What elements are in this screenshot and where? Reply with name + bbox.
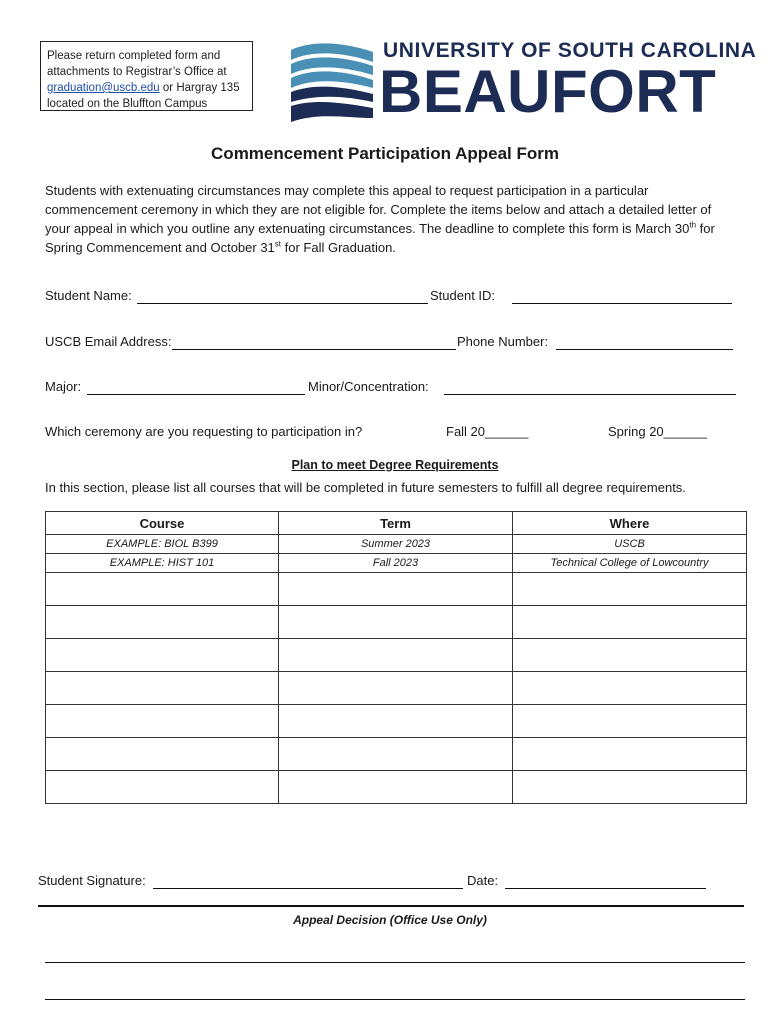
date-label: Date: (467, 873, 499, 888)
example-row (46, 554, 747, 573)
term-cell[interactable] (279, 606, 513, 639)
table-row (46, 771, 747, 804)
notice-line-2: attachments to Registrar’s Office at (47, 66, 227, 78)
where-cell[interactable] (513, 573, 747, 606)
wave-emblem-icon (291, 43, 373, 122)
where-cell[interactable] (513, 705, 747, 738)
decision-line-1[interactable] (45, 962, 745, 963)
course-cell[interactable] (46, 672, 279, 705)
university-name: UNIVERSITY OF SOUTH CAROLINA (383, 39, 757, 62)
course-cell[interactable] (46, 738, 279, 771)
term-column-header: Term (279, 512, 513, 535)
notice-line-1: Please return completed form and (47, 50, 221, 62)
table-row (46, 705, 747, 738)
course-column-header: Course (46, 512, 279, 535)
example-where-cell: Technical College of Lowcountry (513, 554, 747, 573)
return-instructions-box (40, 41, 253, 111)
where-cell[interactable] (513, 672, 747, 705)
table-row (46, 738, 747, 771)
major-label: Major: (45, 379, 82, 394)
fall-option[interactable]: Fall 20______ (446, 424, 529, 439)
course-cell[interactable] (46, 573, 279, 606)
course-cell[interactable] (46, 705, 279, 738)
example-term-cell: Fall 2023 (279, 554, 513, 573)
student-id-label: Student ID: (430, 288, 496, 303)
intro-sup-2: st (274, 239, 282, 249)
table-header-row (46, 512, 747, 535)
term-cell[interactable] (279, 771, 513, 804)
ceremony-question: Which ceremony are you requesting to participation in? (45, 424, 363, 439)
phone-label: Phone Number: (457, 334, 549, 349)
course-cell[interactable] (46, 771, 279, 804)
intro-paragraph (45, 181, 735, 257)
example-course-cell: EXAMPLE: HIST 101 (46, 554, 279, 573)
where-cell[interactable] (513, 639, 747, 672)
term-cell[interactable] (279, 738, 513, 771)
example-row (46, 535, 747, 554)
phone-field[interactable] (556, 349, 733, 350)
example-course-cell: EXAMPLE: BIOL B399 (46, 535, 279, 554)
intro-text-3: for Fall Graduation. (281, 240, 396, 255)
notice-location: or Hargray 135 (159, 82, 240, 94)
plan-section-title: Plan to meet Degree Requirements (291, 458, 499, 472)
course-cell[interactable] (46, 639, 279, 672)
example-where-cell: USCB (513, 535, 747, 554)
minor-label: Minor/Concentration: (308, 379, 429, 394)
student-name-field[interactable] (137, 303, 428, 304)
major-field[interactable] (87, 394, 305, 395)
minor-field[interactable] (444, 394, 736, 395)
graduation-email-link[interactable]: graduation@uscb.edu (47, 82, 160, 94)
table-row (46, 606, 747, 639)
table-row (46, 639, 747, 672)
term-cell[interactable] (279, 639, 513, 672)
student-id-field[interactable] (512, 303, 732, 304)
appeal-decision-heading: Appeal Decision (Office Use Only) (293, 913, 487, 927)
campus-name: BEAUFORT (379, 58, 717, 125)
date-field[interactable] (505, 888, 706, 889)
office-use-divider (38, 905, 744, 907)
where-column-header: Where (513, 512, 747, 535)
email-field[interactable] (172, 349, 456, 350)
intro-sup-1: th (689, 220, 697, 230)
spring-option[interactable]: Spring 20______ (608, 424, 708, 439)
email-label: USCB Email Address: (45, 334, 172, 349)
signature-label: Student Signature: (38, 873, 146, 888)
table-row (46, 573, 747, 606)
plan-section-description: In this section, please list all courses that will be completed in future semesters to fulfill all degree requirements. (45, 480, 686, 495)
term-cell[interactable] (279, 573, 513, 606)
term-cell[interactable] (279, 672, 513, 705)
form-title: Commencement Participation Appeal Form (211, 144, 559, 163)
course-cell[interactable] (46, 606, 279, 639)
student-name-label: Student Name: (45, 288, 132, 303)
notice-line-4: located on the Bluffton Campus (47, 98, 208, 110)
table-row (46, 672, 747, 705)
where-cell[interactable] (513, 771, 747, 804)
intro-text-1: Students with extenuating circumstances may complete this appeal to request participation in a particular commencement ceremony in which they are not eligible for. Complete the items below and attach a detailed letter of your appeal in which you outline any extenuating circumstances. The deadline to complete this form is March 30 (45, 183, 712, 236)
where-cell[interactable] (513, 606, 747, 639)
term-cell[interactable] (279, 705, 513, 738)
example-term-cell: Summer 2023 (279, 535, 513, 554)
signature-field[interactable] (153, 888, 463, 889)
where-cell[interactable] (513, 738, 747, 771)
course-plan-table (45, 511, 747, 804)
decision-line-2[interactable] (45, 999, 745, 1000)
notice-line-3 (47, 80, 246, 96)
intro-text-2: for Spring Commencement and October 31 (45, 221, 715, 255)
